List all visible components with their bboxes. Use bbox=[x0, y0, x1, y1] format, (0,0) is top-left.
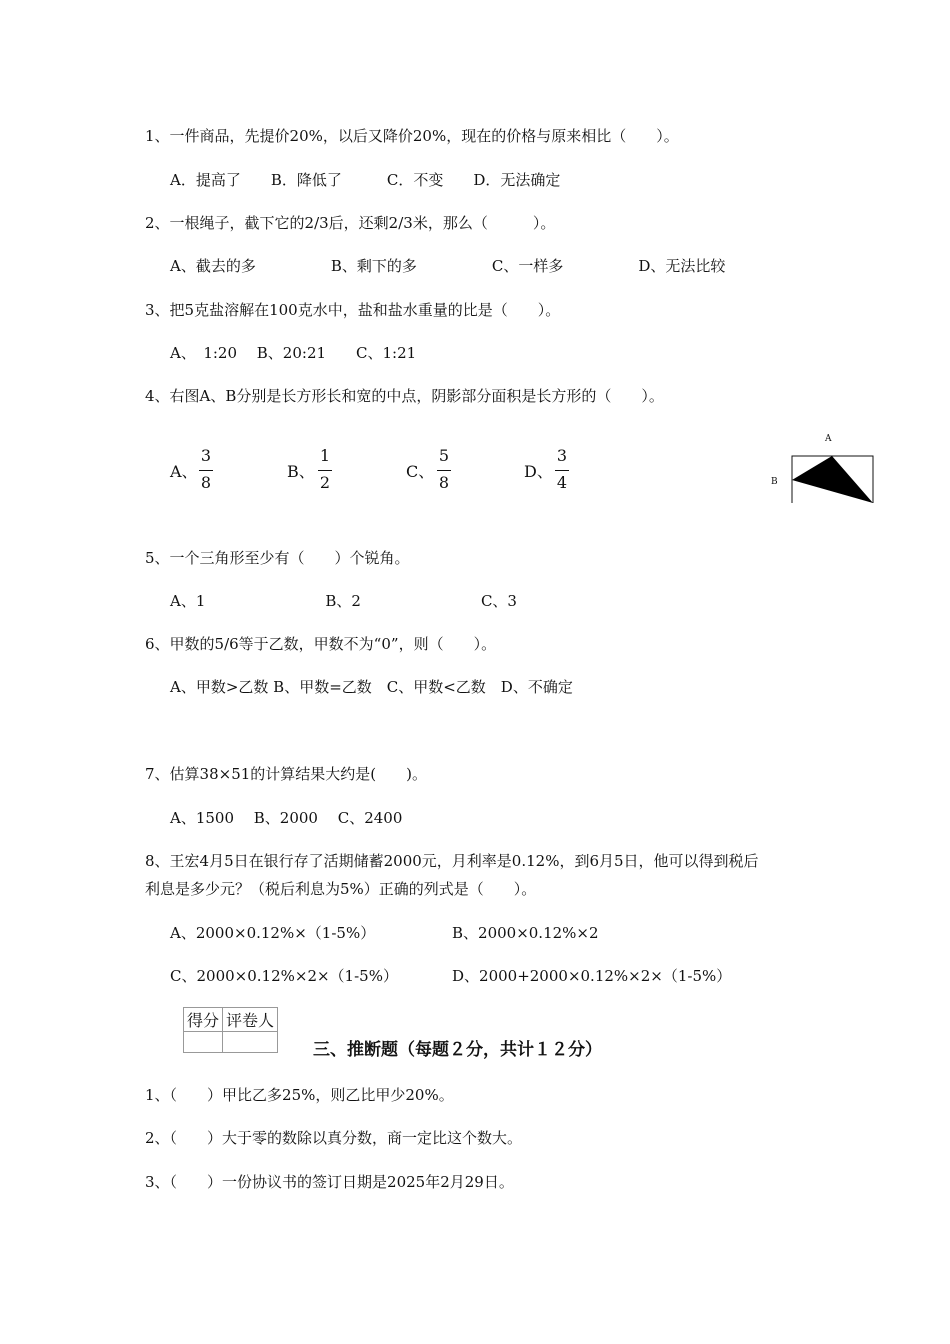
judgement-item-3: 3、（ ）一份协议书的签订日期是2025年2月29日。 bbox=[145, 1173, 514, 1191]
q2-text: 2、一根绳子，截下它的2/3后，还剩2/3米，那么（ ）。 bbox=[145, 214, 556, 232]
q2-options: A、截去的多 B、剩下的多 C、一样多 D、无法比较 bbox=[170, 257, 726, 275]
judgement-item-2: 2、（ ）大于零的数除以真分数，商一定比这个数大。 bbox=[145, 1129, 523, 1147]
section-3-title: 三、推断题（每题２分，共计１２分） bbox=[313, 1040, 602, 1060]
q1-text: 1、一件商品，先提价20%，以后又降价20%，现在的价格与原来相比（ ）。 bbox=[145, 127, 679, 145]
q6-text: 6、甲数的5/6等于乙数，甲数不为“0”，则（ ）。 bbox=[145, 635, 497, 653]
q8-text-line2: 利息是多少元？（税后利息为5%）正确的列式是（ ）。 bbox=[145, 880, 537, 898]
q1-options: A．提高了 B．降低了 C．不变 D．无法确定 bbox=[170, 171, 561, 189]
score-table bbox=[183, 1007, 278, 1053]
q3-options: A、 1:20 B、20:21 C、1:21 bbox=[170, 344, 417, 362]
score-header: 得分 bbox=[184, 1008, 223, 1032]
grader-header: 评卷人 bbox=[223, 1008, 278, 1032]
rectangle-figure bbox=[766, 428, 878, 508]
score-cell[interactable] bbox=[184, 1032, 223, 1053]
q7-options: A、1500 B、2000 C、2400 bbox=[170, 809, 403, 827]
q8-text-line1: 8、王宏4月5日在银行存了活期储蓄2000元，月利率是0.12%，到6月5日，他可以得到税后 bbox=[145, 852, 759, 870]
q7-text: 7、估算38×51的计算结果大约是( )。 bbox=[145, 765, 427, 783]
q8-option-d: D、2000+2000×0.12%×2×（1-5%） bbox=[452, 967, 732, 985]
q5-options: A、1 B、2 C、3 bbox=[170, 592, 517, 610]
q8-option-c: C、2000×0.12%×2×（1-5%） bbox=[170, 967, 398, 985]
point-a-label: A bbox=[825, 434, 832, 444]
point-b-label: B bbox=[771, 477, 778, 487]
q3-text: 3、把5克盐溶解在100克水中，盐和盐水重量的比是（ ）。 bbox=[145, 301, 561, 319]
grader-cell[interactable] bbox=[223, 1032, 278, 1053]
shaded-triangle bbox=[792, 456, 873, 503]
q8-option-a: A、2000×0.12%×（1-5%） bbox=[170, 924, 376, 942]
q4-text: 4、右图A、B分别是长方形长和宽的中点，阴影部分面积是长方形的（ ）。 bbox=[145, 387, 664, 405]
q5-text: 5、一个三角形至少有（ ）个锐角。 bbox=[145, 549, 410, 567]
q8-option-b: B、2000×0.12%×2 bbox=[452, 924, 599, 942]
q6-options: A、甲数>乙数 B、甲数=乙数 C、甲数<乙数 D、不确定 bbox=[170, 678, 573, 696]
judgement-item-1: 1、（ ）甲比乙多25%，则乙比甲少20%。 bbox=[145, 1086, 454, 1104]
